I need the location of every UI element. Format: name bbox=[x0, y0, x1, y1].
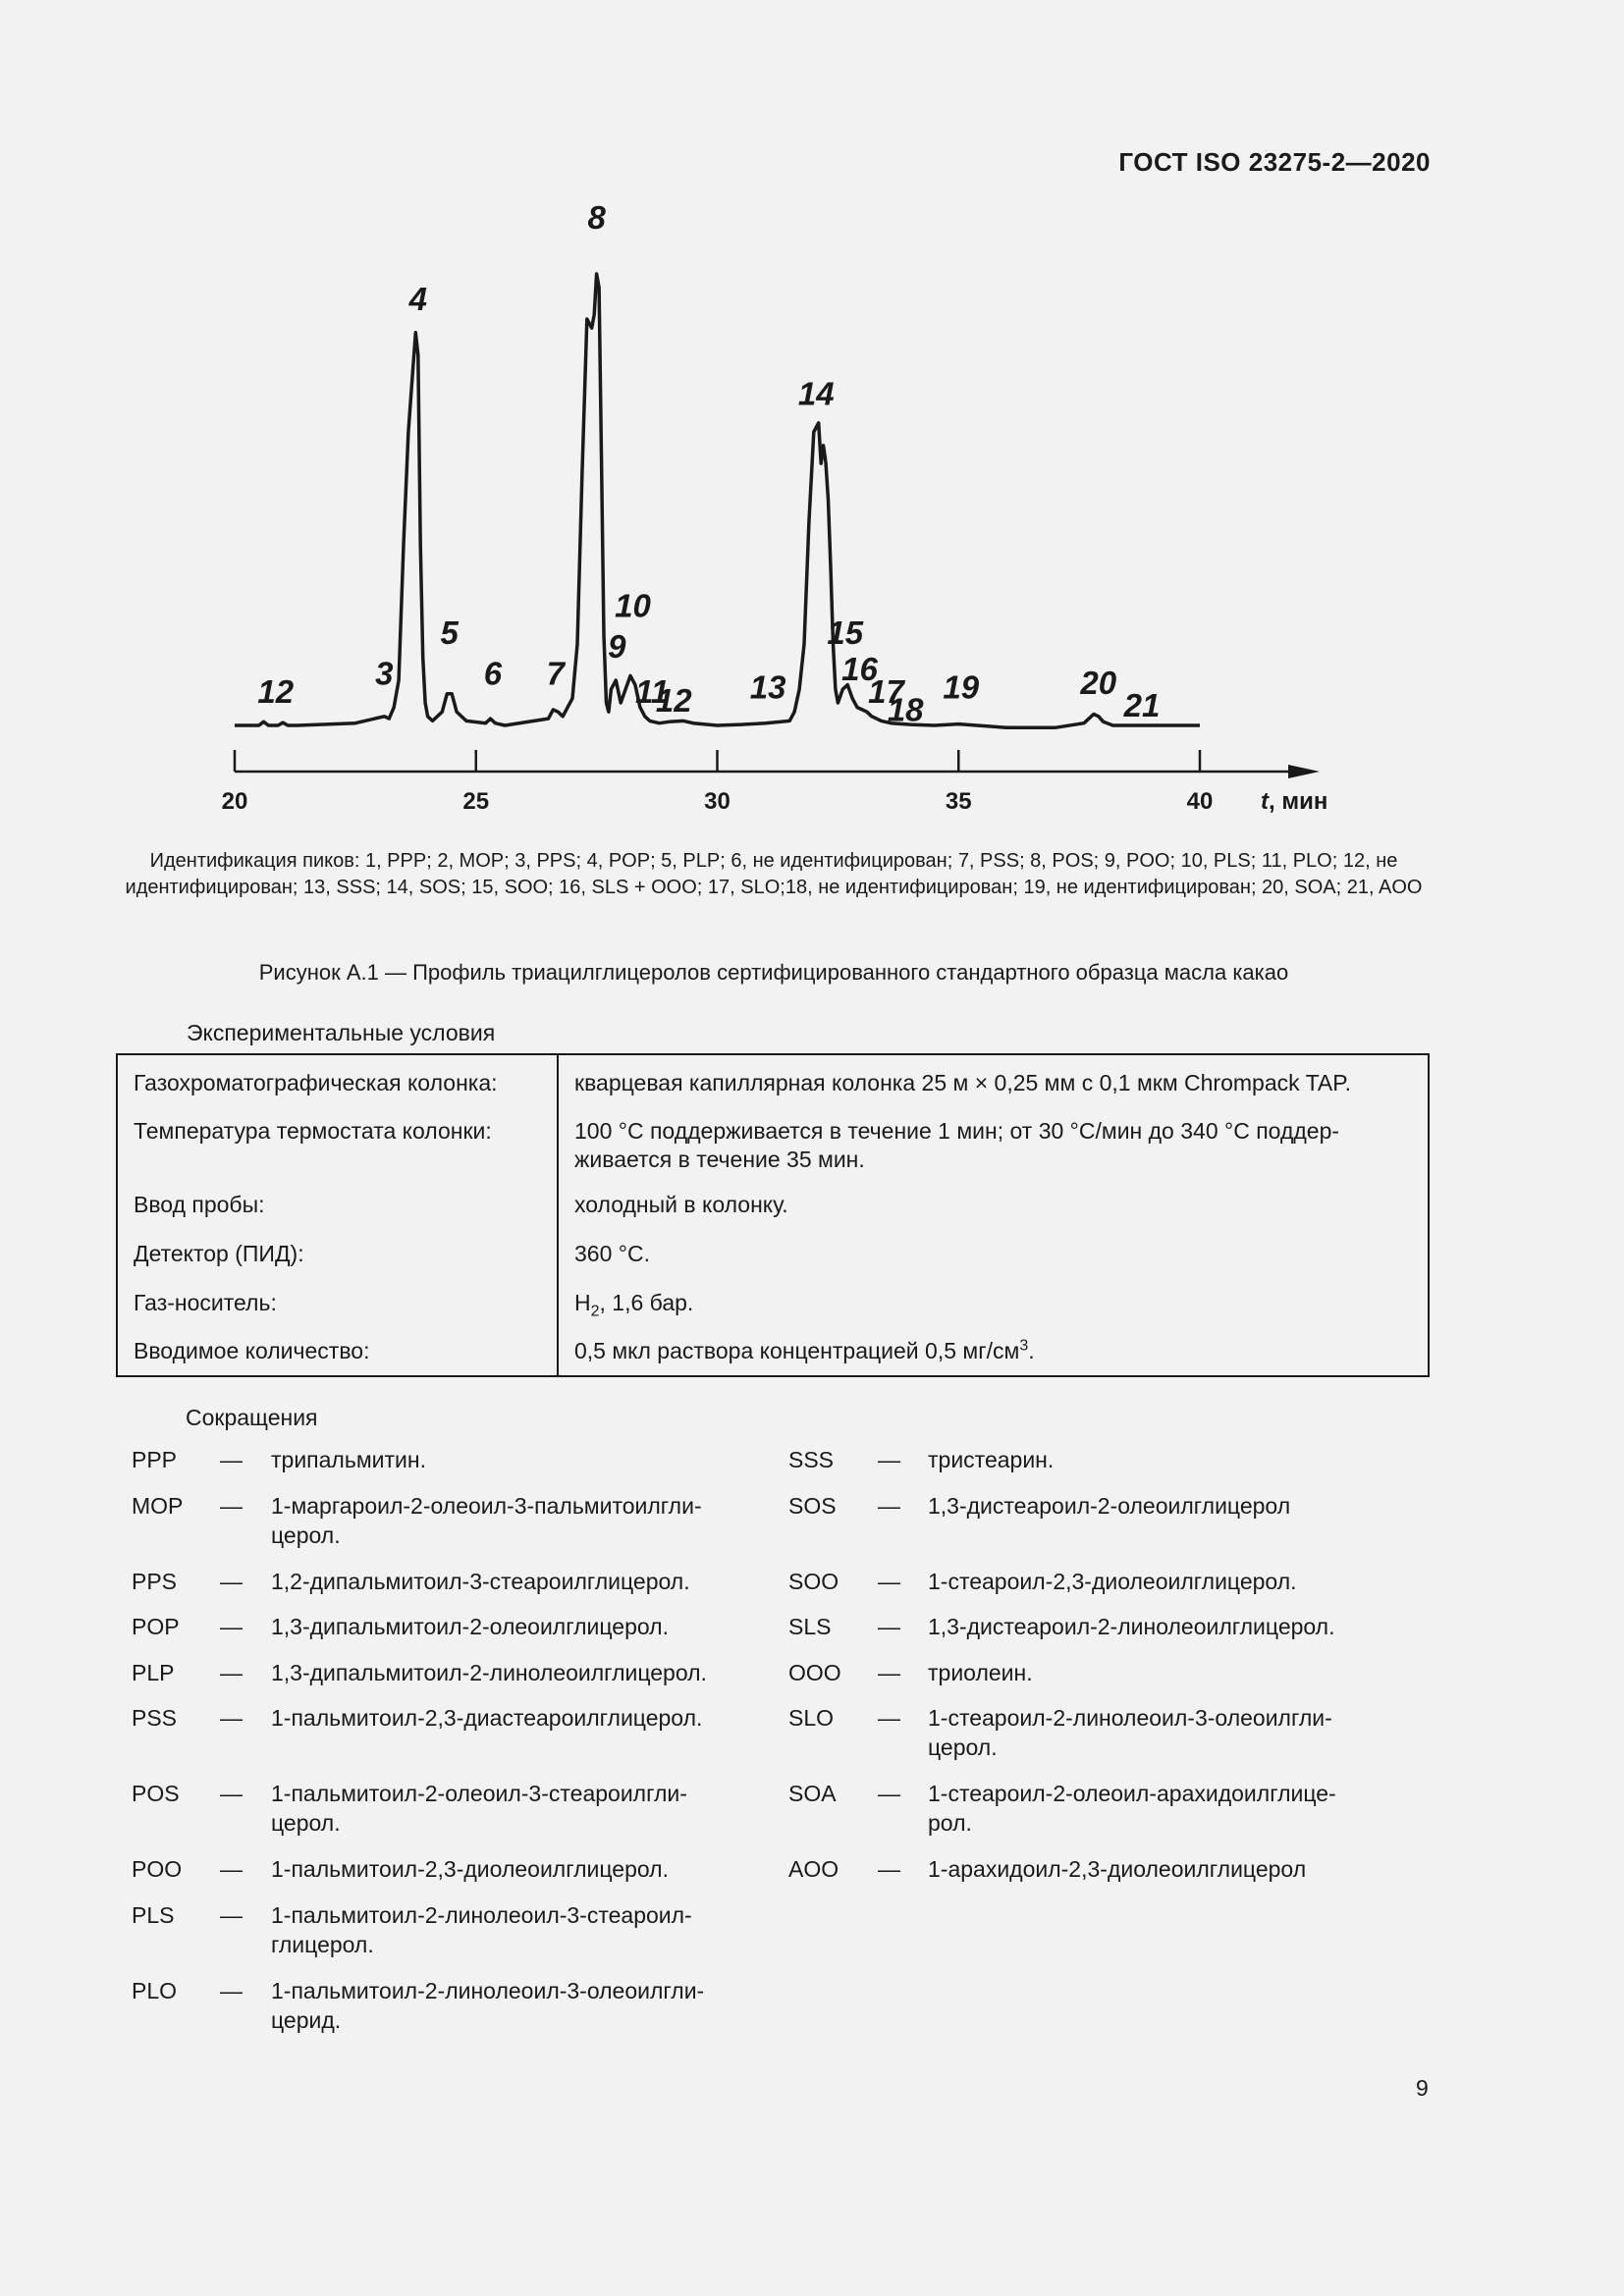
peak-label: 3 bbox=[375, 655, 394, 692]
definition-line: 1-стеароил-2-олеоил-арахидоилглице- bbox=[928, 1781, 1336, 1806]
definition-line: тристеарин. bbox=[928, 1447, 1055, 1472]
abbreviation-definition bbox=[928, 1567, 1429, 1596]
abbreviation-code: OOO bbox=[788, 1660, 841, 1685]
definition-line: 1-пальмитоил-2,3-диолеоилглицерол. bbox=[271, 1856, 669, 1882]
abbreviation-definition bbox=[271, 1658, 772, 1687]
value-text: 0,5 мкл раствора концентрацией 0,5 мг/см bbox=[574, 1338, 1020, 1363]
abbreviation-code: MOP bbox=[132, 1493, 184, 1519]
abbreviation-definition bbox=[271, 1612, 772, 1641]
value-text: , 1,6 бар. bbox=[599, 1290, 694, 1315]
definition-line: 1-пальмитоил-2-линолеоил-3-стеароил- bbox=[271, 1902, 692, 1928]
x-tick-label: 25 bbox=[462, 788, 490, 815]
condition-label: Газохроматографическая колонка: bbox=[134, 1070, 498, 1095]
abbreviation-definition bbox=[271, 1779, 772, 1838]
definition-line: 1,3-дистеароил-2-олеоилглицерол bbox=[928, 1493, 1291, 1519]
peak-label: 20 bbox=[1080, 664, 1117, 701]
abbreviation-code: POS bbox=[132, 1781, 180, 1806]
condition-value-line: 100 °С поддерживается в течение 1 мин; от 30 °С/мин до 340 °С поддер- bbox=[574, 1118, 1340, 1144]
x-axis-arrow bbox=[1288, 765, 1320, 778]
condition-value: кварцевая капиллярная колонка 25 м × 0,25 мм с 0,1 мкм Chrompack TAP. bbox=[574, 1070, 1352, 1095]
peak-label: 13 bbox=[749, 668, 786, 706]
condition-value: 360 °С. bbox=[574, 1241, 650, 1266]
x-axis-title bbox=[1261, 788, 1327, 815]
definition-line: церол. bbox=[271, 1522, 341, 1548]
value-text: . bbox=[1028, 1338, 1035, 1363]
subscript: 2 bbox=[590, 1303, 600, 1320]
condition-label: Температура термостата колонки: bbox=[134, 1118, 492, 1144]
abbreviation-dash: — bbox=[220, 1902, 243, 1928]
condition-label: Вводимое количество: bbox=[134, 1338, 370, 1363]
abbreviation-dash: — bbox=[220, 1614, 243, 1639]
peak-label: 16 bbox=[841, 651, 878, 687]
abbreviation-dash: — bbox=[220, 1660, 243, 1685]
definition-line: триолеин. bbox=[928, 1660, 1033, 1685]
condition-label: Газ-носитель: bbox=[134, 1290, 277, 1315]
definition-line: 1-стеароил-2,3-диолеоилглицерол. bbox=[928, 1569, 1297, 1594]
peak-label: 4 bbox=[408, 280, 427, 317]
superscript: 3 bbox=[1019, 1337, 1029, 1355]
document-header: ГОСТ ISO 23275-2—2020 bbox=[1118, 147, 1431, 177]
abbreviation-code: SSS bbox=[788, 1447, 835, 1472]
definition-line: церол. bbox=[928, 1735, 998, 1760]
abbreviation-definition bbox=[928, 1703, 1429, 1762]
x-axis-title-variable: t bbox=[1261, 788, 1269, 815]
condition-value bbox=[574, 1337, 1419, 1365]
definition-line: трипальмитин. bbox=[271, 1447, 426, 1472]
peak-identification: Идентификация пиков: 1, PPP; 2, MOP; 3, PPS; 4, POP; 5, PLP; 6, не идентифицирован; 7, PSS; 8, POS; 9, POO; 10, PLS; 11, PLO; 12, не идентифицирован; 13, SSS; 14, SOS; 15, SOO; 16, SLS + OOO; 17, SLO;18, не идентифицирован; 19, не идентифицирован; 20, SOA; 21, AOO bbox=[125, 850, 1423, 898]
definition-line: 1-стеароил-2-линолеоил-3-олеоилгли- bbox=[928, 1705, 1332, 1731]
abbreviation-definition bbox=[928, 1658, 1429, 1687]
abbreviation-code: SLS bbox=[788, 1614, 832, 1639]
definition-line: 1,3-дистеароил-2-линолеоилглицерол. bbox=[928, 1614, 1335, 1639]
x-tick-label: 30 bbox=[704, 788, 731, 815]
definition-line: 1-пальмитоил-2-олеоил-3-стеароилгли- bbox=[271, 1781, 687, 1806]
abbreviation-code: SOA bbox=[788, 1781, 837, 1806]
peak-label: 19 bbox=[943, 668, 980, 706]
condition-value bbox=[574, 1289, 1419, 1320]
abbreviation-dash: — bbox=[220, 1447, 243, 1472]
definition-line: церид. bbox=[271, 2007, 342, 2033]
chromatogram-chart bbox=[0, 0, 1624, 844]
abbreviation-code: PSS bbox=[132, 1705, 178, 1731]
abbreviation-definition bbox=[928, 1854, 1429, 1884]
abbreviation-definition bbox=[928, 1612, 1429, 1641]
figure-caption: Рисунок А.1 — Профиль триацилглицеролов сертифицированного стандартного образца масла какао bbox=[258, 960, 1289, 985]
peak-label: 21 bbox=[1123, 686, 1161, 723]
peak-label: 18 bbox=[887, 691, 924, 728]
abbreviations-heading: Сокращения bbox=[186, 1405, 318, 1430]
abbreviation-dash: — bbox=[220, 1493, 243, 1519]
abbreviation-dash: — bbox=[220, 1856, 243, 1882]
definition-line: глицерол. bbox=[271, 1932, 374, 1957]
abbreviation-definition bbox=[271, 1491, 772, 1550]
abbreviation-definition bbox=[271, 1854, 772, 1884]
abbreviation-code: POP bbox=[132, 1614, 180, 1639]
page-number: 9 bbox=[1416, 2075, 1429, 2101]
table-divider bbox=[557, 1055, 559, 1375]
abbreviation-dash: — bbox=[878, 1781, 900, 1806]
peak-label: 9 bbox=[608, 628, 626, 665]
condition-label: Ввод пробы: bbox=[134, 1192, 265, 1217]
abbreviation-definition bbox=[271, 1567, 772, 1596]
definition-line: рол. bbox=[928, 1810, 972, 1836]
value-text: Н bbox=[574, 1290, 591, 1315]
abbreviation-dash: — bbox=[220, 1569, 243, 1594]
definition-line: 1,3-дипальмитоил-2-олеоилглицерол. bbox=[271, 1614, 669, 1639]
abbreviation-dash: — bbox=[878, 1614, 900, 1639]
abbreviation-code: AOO bbox=[788, 1856, 839, 1882]
condition-value bbox=[574, 1117, 1419, 1174]
abbreviation-definition bbox=[928, 1491, 1429, 1521]
abbreviation-definition bbox=[271, 1703, 772, 1733]
x-tick-label: 35 bbox=[945, 788, 972, 815]
peak-label: 6 bbox=[483, 655, 503, 692]
abbreviation-code: SOO bbox=[788, 1569, 839, 1594]
definition-line: 1-пальмитоил-2-линолеоил-3-олеоилгли- bbox=[271, 1978, 705, 2003]
x-tick-label: 20 bbox=[221, 788, 248, 815]
peak-label: 10 bbox=[615, 587, 651, 624]
definition-line: 1-пальмитоил-2,3-диастеароилглицерол. bbox=[271, 1705, 703, 1731]
abbreviation-dash: — bbox=[878, 1493, 900, 1519]
peak-label: 14 bbox=[797, 375, 835, 412]
abbreviation-code: PPS bbox=[132, 1569, 178, 1594]
peak-label: 11 bbox=[635, 673, 670, 710]
definition-line: 1,3-дипальмитоил-2-линолеоилглицерол. bbox=[271, 1660, 707, 1685]
abbreviation-definition bbox=[928, 1779, 1429, 1838]
abbreviation-dash: — bbox=[878, 1705, 900, 1731]
abbreviation-code: POO bbox=[132, 1856, 183, 1882]
abbreviation-definition bbox=[271, 1445, 772, 1474]
peak-label: 17 bbox=[868, 673, 904, 710]
abbreviation-dash: — bbox=[878, 1856, 900, 1882]
abbreviation-definition bbox=[271, 1900, 772, 1959]
condition-value-line: живается в течение 35 мин. bbox=[574, 1147, 865, 1172]
abbreviation-dash: — bbox=[220, 1781, 243, 1806]
x-axis-title-unit: , мин bbox=[1269, 788, 1328, 815]
abbreviation-dash: — bbox=[220, 1978, 243, 2003]
abbreviation-definition bbox=[928, 1445, 1429, 1474]
abbreviation-code: PPP bbox=[132, 1447, 178, 1472]
abbreviation-dash: — bbox=[220, 1705, 243, 1731]
condition-label: Детектор (ПИД): bbox=[134, 1241, 304, 1266]
conditions-table bbox=[116, 1053, 1430, 1377]
abbreviation-dash: — bbox=[878, 1447, 900, 1472]
abbreviation-code: PLS bbox=[132, 1902, 175, 1928]
conditions-heading: Экспериментальные условия bbox=[187, 1020, 496, 1045]
x-tick-label: 40 bbox=[1186, 788, 1214, 815]
peak-label: 12 bbox=[257, 673, 295, 710]
abbreviation-dash: — bbox=[878, 1569, 900, 1594]
abbreviation-code: SLO bbox=[788, 1705, 835, 1731]
abbreviation-code: PLO bbox=[132, 1978, 178, 2003]
peak-label: 12 bbox=[655, 682, 692, 720]
peak-label: 7 bbox=[546, 655, 566, 692]
peak-label: 5 bbox=[440, 614, 459, 652]
abbreviation-definition bbox=[271, 1976, 772, 2035]
definition-line: 1,2-дипальмитоил-3-стеароилглицерол. bbox=[271, 1569, 690, 1594]
definition-line: церол. bbox=[271, 1810, 341, 1836]
definition-line: 1-арахидоил-2,3-диолеоилглицерол bbox=[928, 1856, 1307, 1882]
definition-line: 1-маргароил-2-олеоил-3-пальмитоилгли- bbox=[271, 1493, 702, 1519]
abbreviation-code: SOS bbox=[788, 1493, 837, 1519]
condition-value: холодный в колонку. bbox=[574, 1192, 788, 1217]
peak-label: 8 bbox=[587, 199, 606, 236]
peak-label: 15 bbox=[827, 614, 864, 652]
abbreviation-dash: — bbox=[878, 1660, 900, 1685]
abbreviation-code: PLP bbox=[132, 1660, 175, 1685]
